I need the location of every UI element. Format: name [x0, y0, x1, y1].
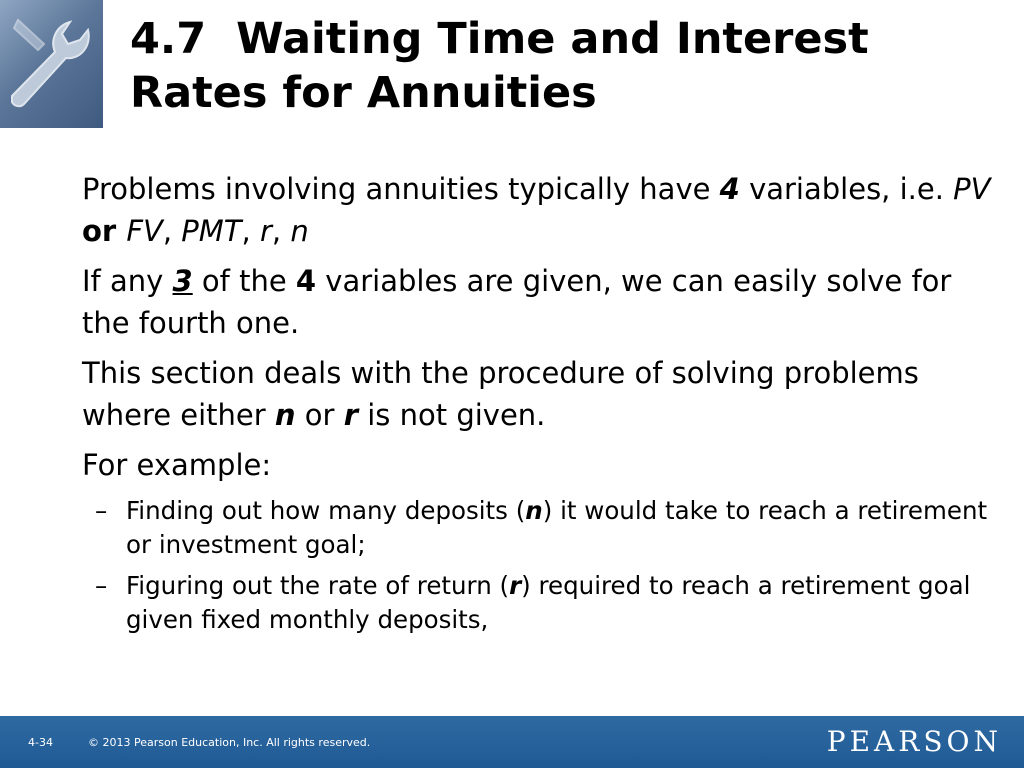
text: is not given.	[358, 398, 546, 432]
paragraph-3	[82, 352, 1002, 436]
text: ) required to reach a retirement goal given fixed monthly deposits,	[126, 571, 971, 634]
text: or	[82, 214, 127, 248]
footer-bar	[0, 716, 1024, 768]
text: r	[259, 214, 272, 248]
text: Problems involving annuities typically have	[82, 172, 720, 206]
text: Finding out how many deposits (	[126, 496, 526, 525]
slide-body	[82, 168, 1002, 644]
paragraph-1	[82, 168, 1002, 252]
wrench-icon	[0, 0, 103, 128]
text: n	[290, 214, 309, 248]
text: variables are given, we can easily solve for the fourth one.	[82, 264, 952, 340]
text: variables, i.e.	[739, 172, 954, 206]
bullet-1	[82, 494, 1002, 562]
paragraph-4	[82, 444, 1002, 486]
dash-bullet: –	[95, 496, 108, 525]
paragraph-2	[82, 260, 1002, 344]
text: ,	[162, 214, 182, 248]
text: ,	[241, 214, 260, 248]
text: If any	[82, 264, 173, 298]
text: Figuring out the rate of return (	[126, 571, 510, 600]
dash-bullet: –	[95, 571, 108, 600]
copyright-text: © 2013 Pearson Education, Inc. All rights reserved.	[88, 736, 371, 749]
text: This section deals with the procedure of solving problems where either	[82, 356, 919, 432]
text: n	[525, 496, 543, 525]
slide-title: 4.7 Waiting Time and Interest Rates for Annuities	[130, 14, 884, 118]
text: ) it would take to reach a retirement or investment goal;	[126, 496, 988, 559]
bullet-2	[82, 569, 1002, 637]
text: 3	[172, 264, 193, 298]
text: PV	[953, 172, 991, 206]
text: FV	[126, 214, 163, 248]
page-number: 4-34	[28, 736, 53, 749]
text: of the	[192, 264, 296, 298]
text: For example:	[82, 448, 272, 482]
text: 4	[719, 172, 740, 206]
pearson-logo: PEARSON	[826, 725, 1002, 758]
text: ,	[271, 214, 291, 248]
text: PMT	[181, 214, 242, 248]
text: n	[274, 398, 296, 432]
text: r	[343, 398, 358, 432]
text: 4	[295, 264, 317, 298]
text: r	[509, 571, 522, 600]
text: or	[295, 398, 344, 432]
